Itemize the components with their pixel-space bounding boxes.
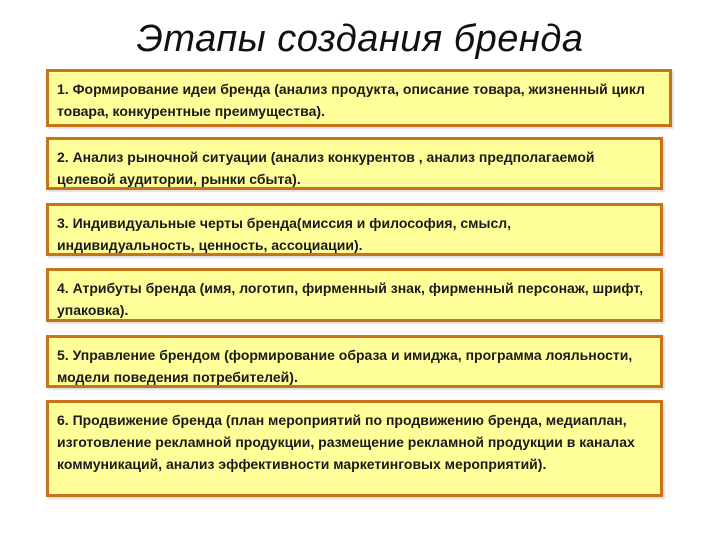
stage-box-4: 4. Атрибуты бренда (имя, логотип, фирменный знак, фирменный персонаж, шрифт, упаковка). [46,268,663,322]
stage-box-5: 5. Управление брендом (формирование образа и имиджа, программа лояльности, модели поведения потребителей). [46,335,663,388]
page-title: Этапы создания бренда [136,18,584,60]
stage-box-2: 2. Анализ рыночной ситуации (анализ конкурентов , анализ предполагаемой целевой аудитории, рынки сбыта). [46,137,663,190]
stage-box-3: 3. Индивидуальные черты бренда(миссия и философия, смысл, индивидуальность, ценность, ассоциации). [46,203,663,256]
stage-box-1: 1. Формирование идеи бренда (анализ продукта, описание товара, жизненный цикл товара, конкурентные преимущества). [46,69,672,127]
stage-box-6: 6. Продвижение бренда (план мероприятий по продвижению бренда, медиаплан, изготовление рекламной продукции, размещение рекламной продукции в каналах коммуникаций, анализ эффективности маркетинговых мероприятий). [46,400,663,497]
